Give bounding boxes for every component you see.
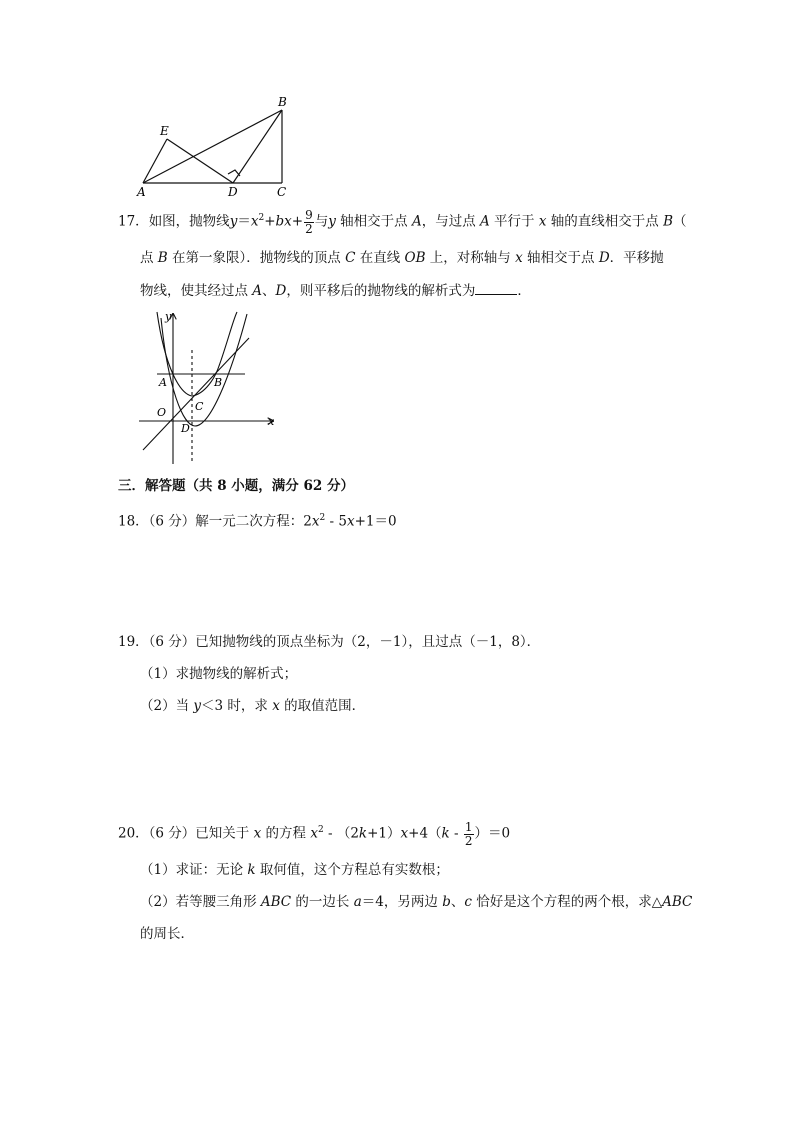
label-a: A [159,376,167,389]
label-d: D [181,422,190,435]
q19-part2: （2）当 y＜3 时，求 x 的取值范围． [140,698,366,714]
label-d: D [228,185,238,199]
label-y: y [165,310,172,323]
q20-part2: （2）若等腰三角形 ABC 的一边长 a＝4，另两边 b、c 恰好是这个方程的两个根，求△ABC [140,894,693,910]
segment-ed [167,139,233,183]
fraction-9-over-2: $\frac{9}{2}$ [305,207,313,236]
q18-text: 18．（6 分）解一元二次方程：$2x^2 - 5x+1=0$ [118,513,397,530]
section-heading: 三．解答题（共 8 小题，满分 62 分） [118,478,354,494]
label-b: B [278,95,287,109]
q17-line2: 点 B 在第一象限）．抛物线的顶点 C 在直线 OB 上，对称轴与 x 轴相交于点 D．平移抛 [140,250,664,266]
label-a: A [137,185,146,199]
segment-ab [143,110,282,183]
label-o: O [157,406,167,419]
fraction-1-over-2: $\frac{1}{2}$ [464,819,473,848]
answer-blank[interactable] [475,280,517,295]
parabola-figure [135,308,285,468]
q17-line1: 17．如图，抛物线$y=x^2+bx+$ $\frac{9}{2}$ 与y 轴相交于点 A，与过点 A 平行于 x 轴的直线相交于点 B（ [118,207,687,236]
label-c: C [195,400,204,413]
triangle-figure [135,92,300,200]
q19-part1: （1）求抛物线的解析式； [140,666,298,682]
q17-line3: 物线，使其经过点 A、D，则平移后的抛物线的解析式为 ． [140,280,531,301]
segment-bd [233,110,282,183]
shifted-parabola [161,314,247,426]
q20-line4: 的周长． [140,926,194,942]
label-c: C [277,185,287,199]
q20-line1: 20．（6 分）已知关于 x 的方程 $x^2 - (2k+1)x+4(k$ - $\frac{1}{2}$ ）＝0 [118,819,511,848]
q19-line1: 19．（6 分）已知抛物线的顶点坐标为（2，－1），且过点（－1，8）． [118,634,541,650]
label-e: E [160,124,169,138]
label-x: x [268,415,275,428]
label-b: B [214,376,223,389]
line-ob [143,338,249,450]
q20-part1: （1）求证：无论 k 取何值，这个方程总有实数根； [140,862,449,878]
